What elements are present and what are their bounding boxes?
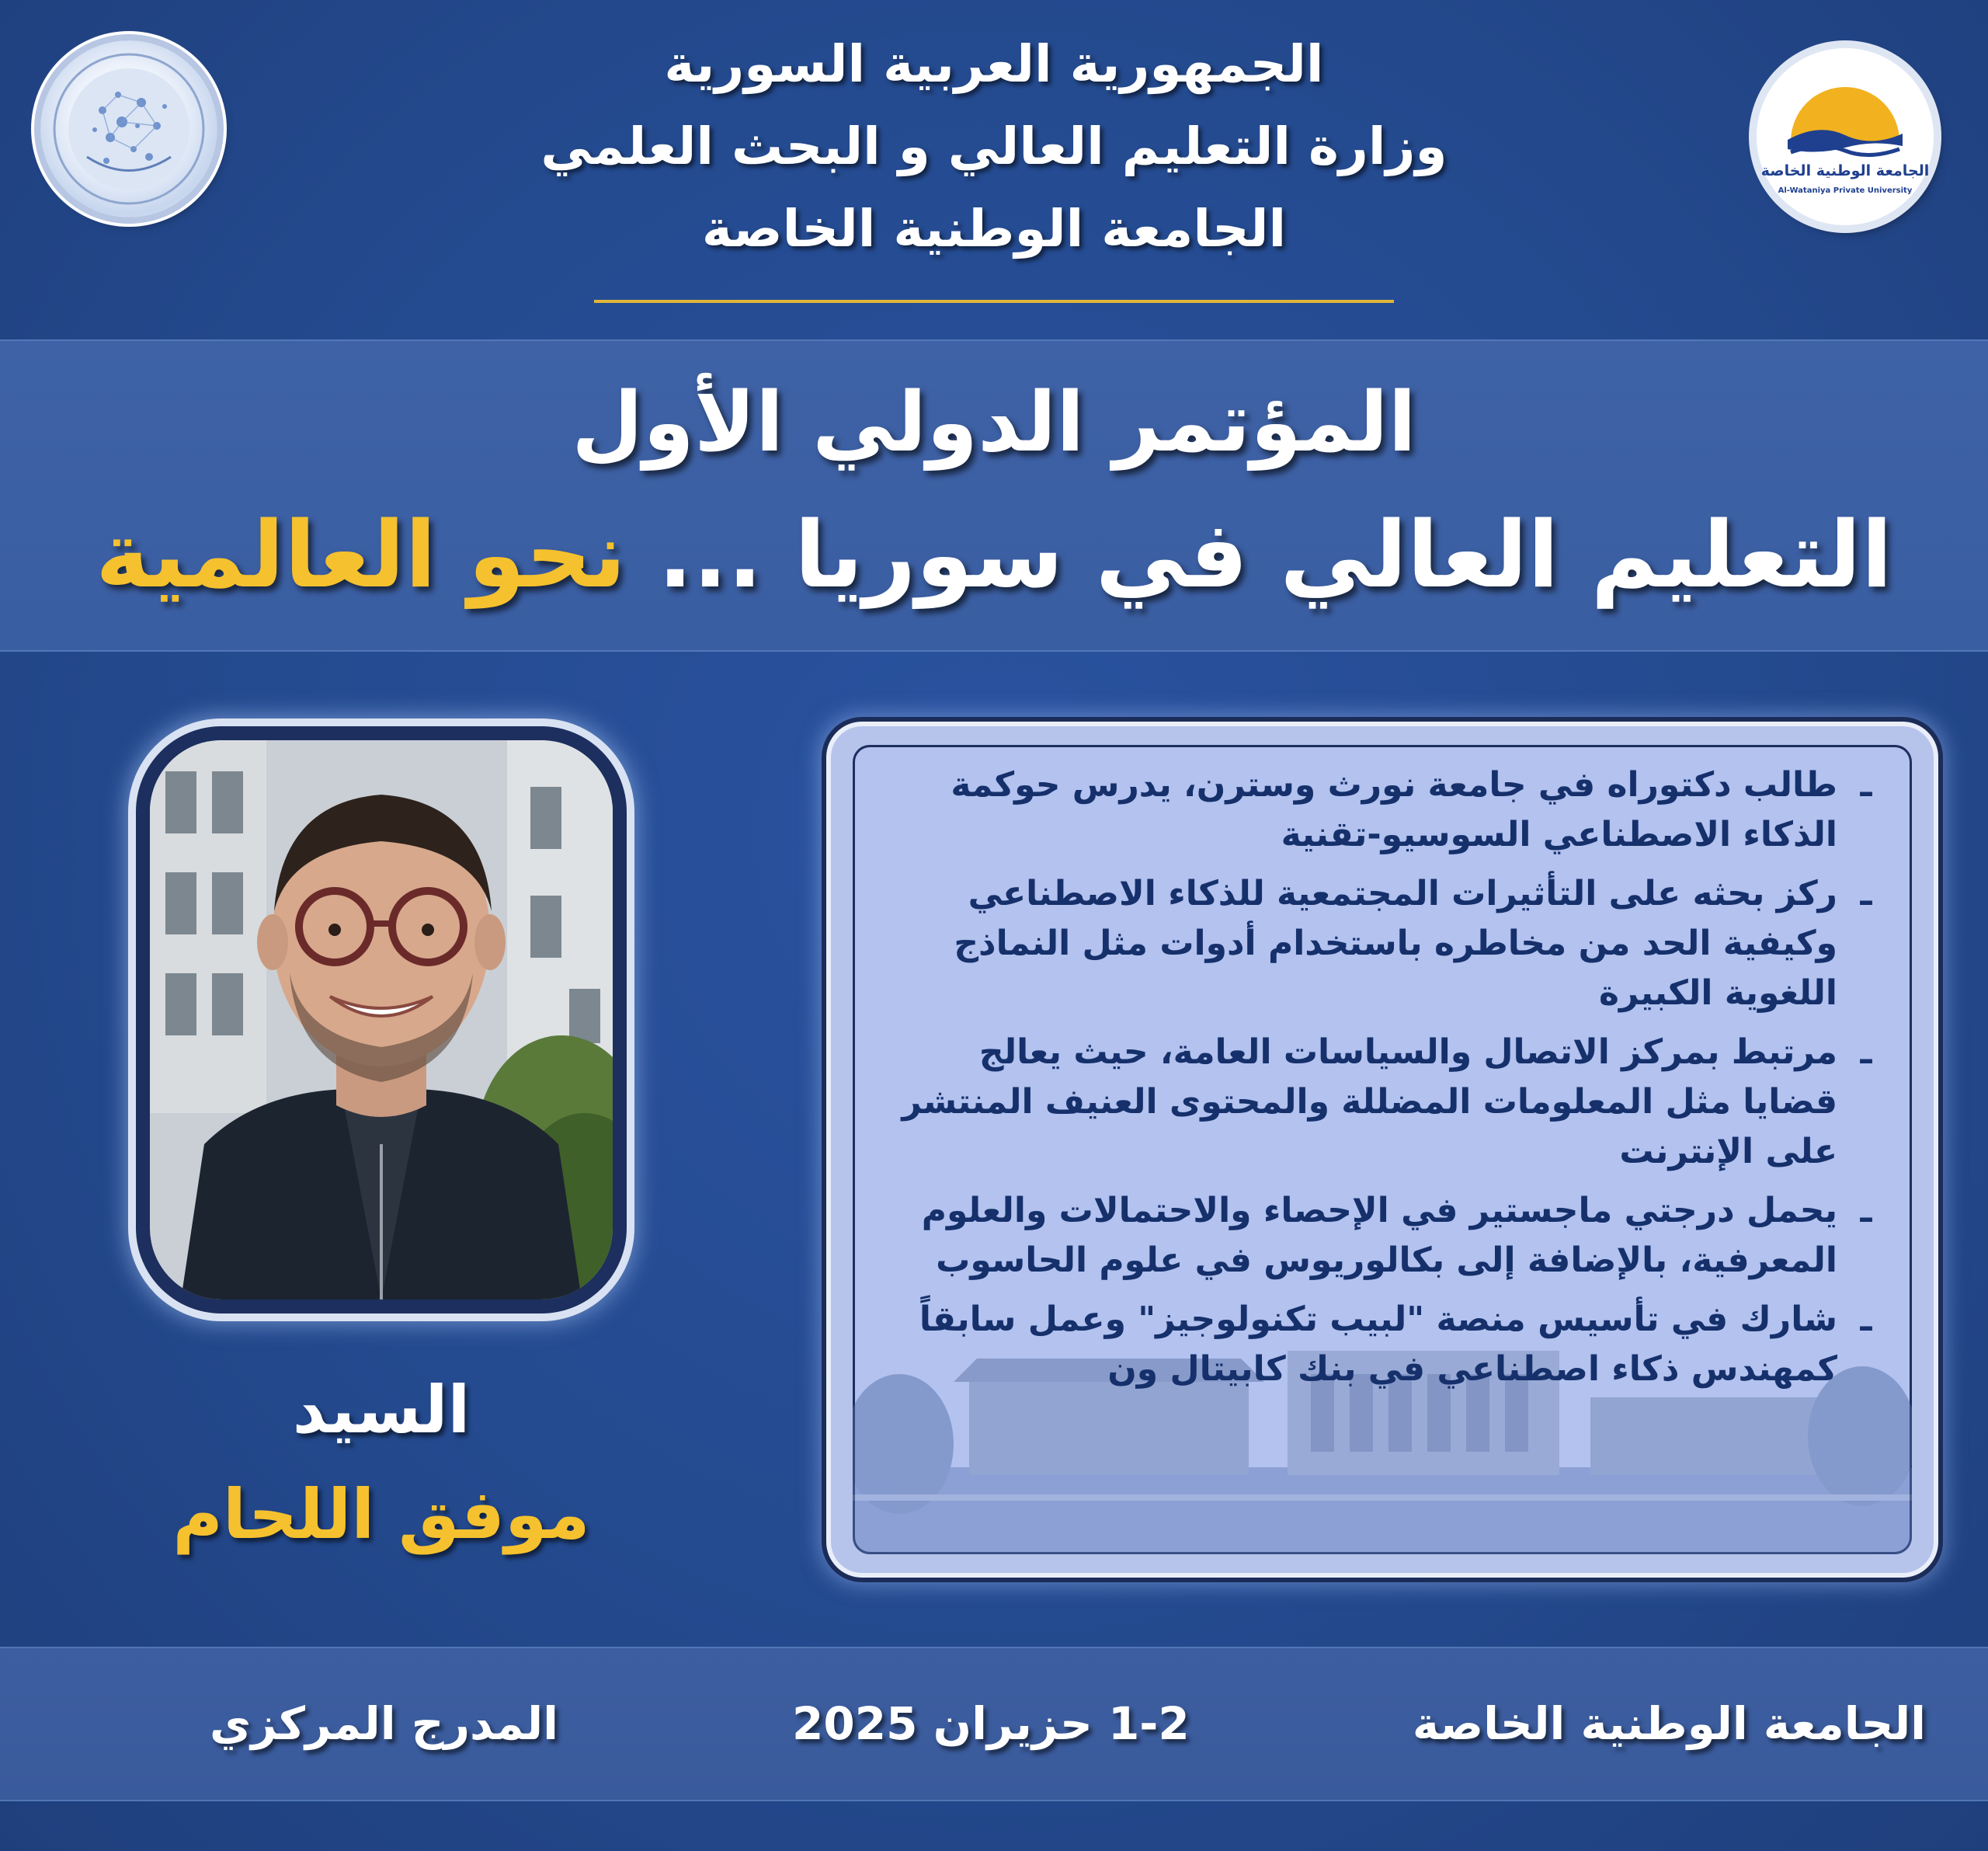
university-sun-logo-icon: [1757, 48, 1934, 225]
bio-item-text: ركز بحثه على التأثيرات المجتمعية للذكاء الاصطناعي وكيفية الحد من مخاطره باستخدام أدوات مثل النماذج اللغوية الكبيرة: [954, 874, 1837, 1013]
university-logo-english-name: Al-Wataniya Private University: [1778, 186, 1913, 195]
header-text: [435, 23, 1553, 270]
conference-theme: [0, 496, 1988, 613]
speaker-portrait-icon: [150, 740, 613, 1300]
bio-item-text: طالب دكتوراه في جامعة نورث وسترن، يدرس حوكمة الذكاء الاصطناعي السوسيو-تقنية: [951, 765, 1837, 854]
event-info-band: [0, 1647, 1988, 1801]
bio-item-text: شارك في تأسيس منصة "لبيب تكنولوجيز" وعمل سابقاً كمهندس ذكاء اصطناعي في بنك كابيتال ون: [919, 1300, 1837, 1389]
conference-title-band: [0, 339, 1988, 652]
country-name: الجمهورية العربية السورية: [664, 34, 1324, 94]
university-name: الجامعة الوطنية الخاصة: [701, 199, 1287, 259]
university-logo-arabic-name: الجامعة الوطنية الخاصة: [1760, 162, 1930, 179]
event-date: 1-2 حزيران 2025: [792, 1697, 1190, 1750]
conference-title: المؤتمر الدولي الأول: [572, 374, 1416, 470]
conference-theme-highlight: نحو العالمية: [95, 501, 627, 608]
bio-item: [884, 1295, 1885, 1394]
event-host-university: الجامعة الوطنية الخاصة: [1412, 1697, 1926, 1750]
bio-item: [884, 760, 1885, 860]
speaker-bio-panel: [853, 745, 1912, 1554]
speaker-photo-frame: [136, 726, 627, 1313]
bio-item: [884, 1028, 1885, 1177]
speaker-name: موفق اللحام: [172, 1474, 590, 1554]
header-divider: [594, 300, 1394, 303]
bio-item: [884, 869, 1885, 1018]
conference-globe-logo-icon: [40, 40, 217, 217]
event-venue: المدرج المركزي: [210, 1697, 559, 1750]
conference-theme-main: التعليم العالي في سوريا ...: [626, 501, 1893, 608]
bio-item-text: يحمل درجتي ماجستير في الإحصاء والاحتمالات والعلوم المعرفية، بالإضافة إلى بكالوريوس في علوم الحاسوب: [921, 1191, 1837, 1280]
bio-bullet: ـ: [1860, 765, 1872, 805]
header: [0, 0, 1988, 334]
speaker-bio-box: [831, 726, 1934, 1573]
bio-bullet: ـ: [1860, 874, 1872, 913]
bio-item: [884, 1186, 1885, 1286]
ministry-name: وزارة التعليم العالي و البحث العلمي: [540, 117, 1448, 176]
bio-bullet: ـ: [1860, 1300, 1872, 1339]
speaker-honorific: السيد: [292, 1372, 471, 1448]
bio-item-text: مرتبط بمركز الاتصال والسياسات العامة، حيث يعالج قضايا مثل المعلومات المضللة والمحتوى العنيف المنتشر على الإنترنت: [902, 1032, 1837, 1171]
bio-bullet: ـ: [1860, 1032, 1872, 1072]
speaker-bio-list: [884, 760, 1885, 1404]
bio-bullet: ـ: [1860, 1191, 1872, 1230]
